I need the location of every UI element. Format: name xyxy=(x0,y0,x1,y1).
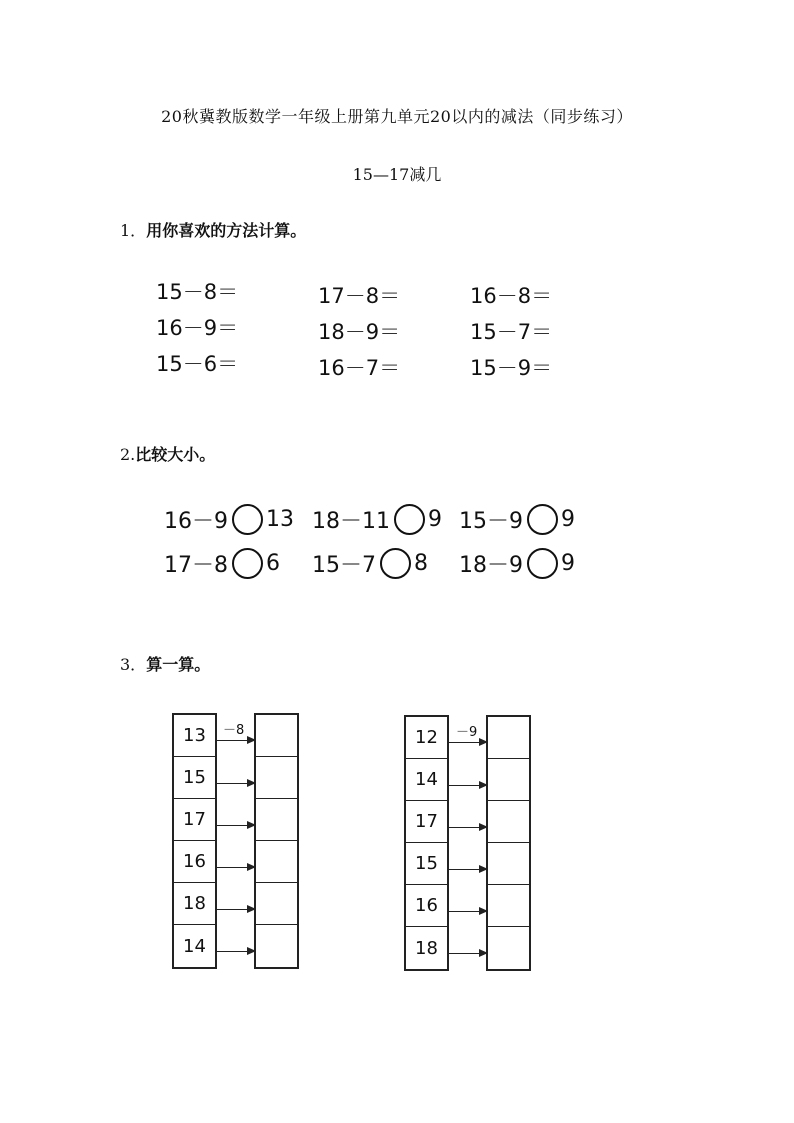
compare-item xyxy=(312,502,442,536)
compare-circle[interactable] xyxy=(380,548,411,579)
compare-left: 18－11 xyxy=(312,508,390,534)
answer-box[interactable] xyxy=(488,843,529,885)
input-column-2 xyxy=(404,715,449,971)
compare-right: 8 xyxy=(414,550,428,576)
compare-left: 18－9 xyxy=(459,552,523,578)
input-cell: 17 xyxy=(174,799,215,841)
problem-9: 15－9＝ xyxy=(470,356,553,380)
compare-item xyxy=(459,546,575,580)
answer-box[interactable] xyxy=(256,799,297,841)
compare-right: 9 xyxy=(428,506,442,532)
answer-box[interactable] xyxy=(256,841,297,883)
arrow-icon xyxy=(217,951,254,952)
input-cell: 16 xyxy=(406,885,447,927)
operator-label: －8 xyxy=(223,723,245,738)
arrow-icon xyxy=(217,909,254,910)
answer-box[interactable] xyxy=(256,715,297,757)
arrow-icon xyxy=(449,827,486,828)
problem-6: 15－7＝ xyxy=(470,320,553,344)
compare-item xyxy=(312,546,428,580)
section-2-number: 2. xyxy=(120,445,136,464)
arrow-icon xyxy=(449,869,486,870)
compare-circle[interactable] xyxy=(527,504,558,535)
answer-box[interactable] xyxy=(256,925,297,967)
input-cell: 18 xyxy=(415,937,438,959)
arrow-icon xyxy=(449,742,486,743)
answer-box[interactable] xyxy=(488,717,529,759)
operator-label: －9 xyxy=(456,725,478,740)
section-2-label: 比较大小。 xyxy=(135,445,216,464)
answer-box[interactable] xyxy=(256,883,297,925)
input-cell: 17 xyxy=(406,801,447,843)
arrow-icon xyxy=(449,953,486,954)
answer-box[interactable] xyxy=(256,757,297,799)
input-cell: 14 xyxy=(183,935,206,957)
section-1-label: 用你喜欢的方法计算。 xyxy=(146,221,307,240)
arrow-icon xyxy=(449,911,486,912)
input-cell: 15 xyxy=(406,843,447,885)
compare-right: 9 xyxy=(561,550,575,576)
compare-right: 13 xyxy=(266,506,294,532)
problem-4: 16－9＝ xyxy=(156,316,239,340)
compare-left: 15－7 xyxy=(312,552,376,578)
section-3-label: 算一算。 xyxy=(146,655,211,674)
compare-circle[interactable] xyxy=(232,504,263,535)
arrow-icon xyxy=(217,867,254,868)
answer-box[interactable] xyxy=(488,759,529,801)
section-2-heading xyxy=(120,442,215,465)
arrow-icon xyxy=(217,740,254,741)
input-cell: 13 xyxy=(174,715,215,757)
problem-1: 15－8＝ xyxy=(156,280,239,304)
section-1-heading xyxy=(120,218,306,241)
input-column-1 xyxy=(172,713,217,969)
input-cell: 12 xyxy=(406,717,447,759)
arrow-icon xyxy=(449,785,486,786)
compare-item xyxy=(459,502,575,536)
answer-column-1 xyxy=(254,713,299,969)
input-cell: 18 xyxy=(174,883,215,925)
compare-left: 16－9 xyxy=(164,508,228,534)
compare-circle[interactable] xyxy=(232,548,263,579)
answer-box[interactable] xyxy=(488,885,529,927)
section-1-number: 1． xyxy=(120,221,147,240)
compare-right: 6 xyxy=(266,550,280,576)
input-cell: 16 xyxy=(174,841,215,883)
problem-8: 16－7＝ xyxy=(318,356,401,380)
input-cell: 15 xyxy=(174,757,215,799)
compare-left: 17－8 xyxy=(164,552,228,578)
answer-box[interactable] xyxy=(488,927,529,969)
compare-left: 15－9 xyxy=(459,508,523,534)
input-cell: 14 xyxy=(406,759,447,801)
compare-item xyxy=(164,502,294,536)
answer-box[interactable] xyxy=(488,801,529,843)
worksheet-title: 20秋冀教版数学一年级上册第九单元20以内的减法（同步练习） xyxy=(161,107,633,126)
problem-2: 17－8＝ xyxy=(318,284,401,308)
compare-circle[interactable] xyxy=(527,548,558,579)
arrow-icon xyxy=(217,783,254,784)
problem-7: 15－6＝ xyxy=(156,352,239,376)
arrow-icon xyxy=(217,825,254,826)
section-3-number: 3． xyxy=(120,655,147,674)
compare-item xyxy=(164,546,280,580)
section-3-heading xyxy=(120,652,210,675)
compare-right: 9 xyxy=(561,506,575,532)
answer-column-2 xyxy=(486,715,531,971)
problem-5: 18－9＝ xyxy=(318,320,401,344)
problem-3: 16－8＝ xyxy=(470,284,553,308)
worksheet-subtitle: 15—17减几 xyxy=(352,165,442,184)
compare-circle[interactable] xyxy=(394,504,425,535)
